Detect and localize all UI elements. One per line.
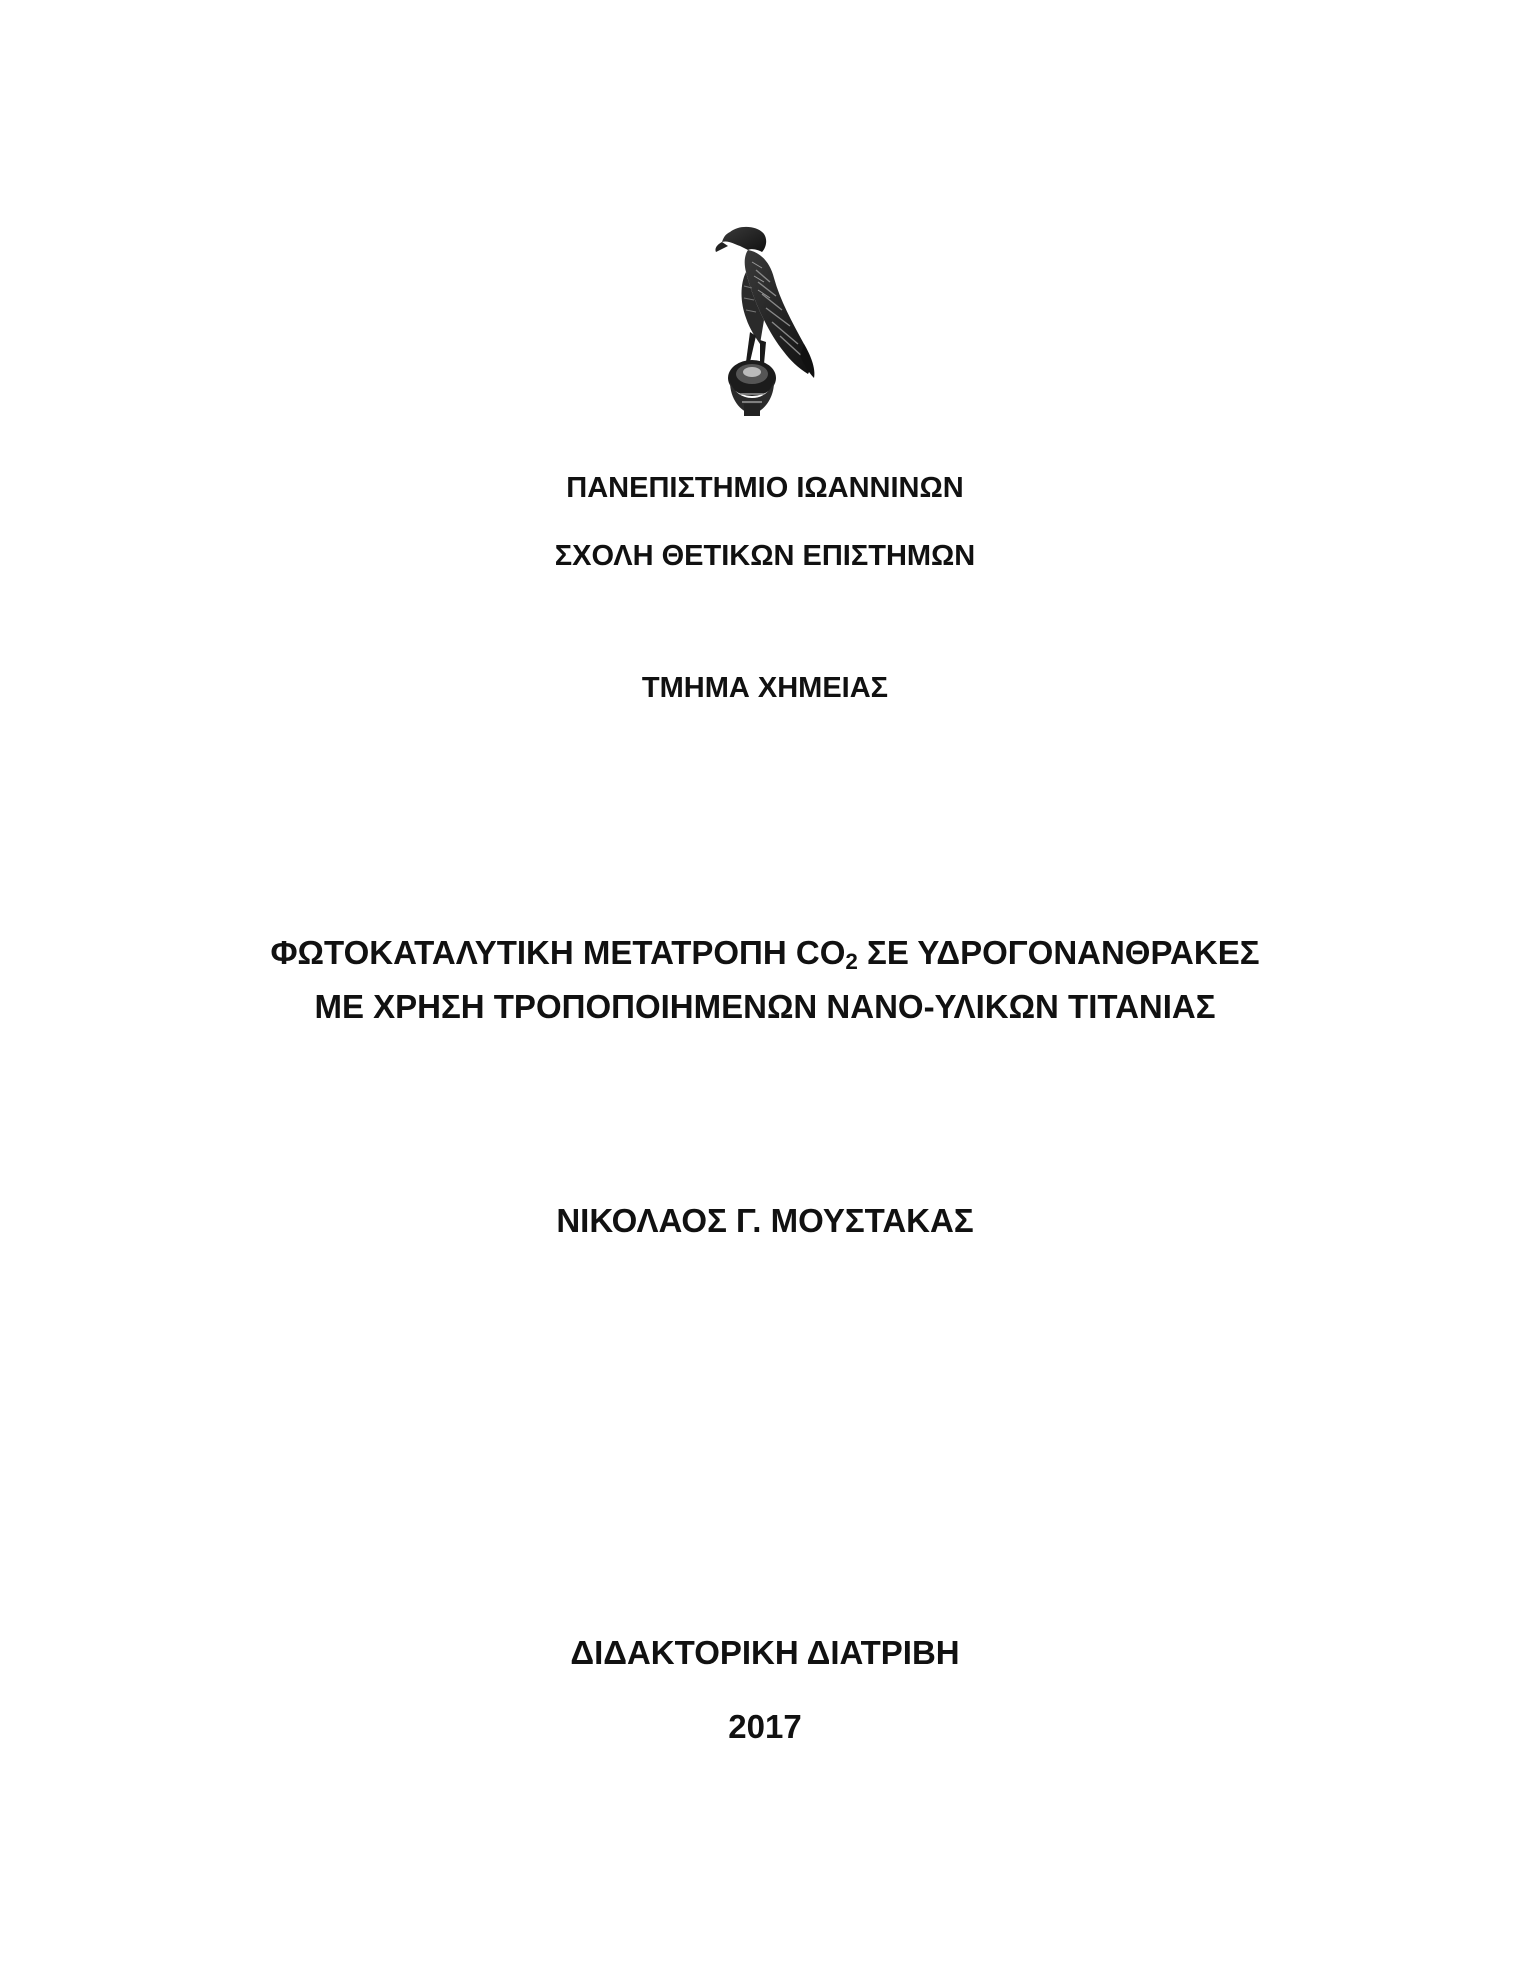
- title-text: ΦΩΤΟΚΑΤΑΛΥΤΙΚΗ ΜΕΤΑΤΡΟΠΗ CO: [270, 934, 846, 971]
- thesis-title-line-1: [0, 934, 1530, 972]
- title-subscript: 2: [845, 948, 858, 974]
- eagle-emblem-icon: [700, 222, 820, 422]
- document-type: ΔΙΔΑΚΤΟΡΙΚΗ ΔΙΑΤΡΙΒΗ: [570, 1634, 960, 1671]
- school-name: ΣΧΟΛΗ ΘΕΤΙΚΩΝ ΕΠΙΣΤΗΜΩΝ: [554, 540, 976, 572]
- title-text: ΣΕ ΥΔΡΟΓΟΝΑΝΘΡΑΚΕΣ: [857, 934, 1260, 971]
- university-name: ΠΑΝΕΠΙΣΤΗΜΙΟ ΙΩΑΝΝΙΝΩΝ: [566, 472, 964, 504]
- thesis-title-line-2: ΜΕ ΧΡΗΣΗ ΤΡΟΠΟΠΟΙΗΜΕΝΩΝ ΝΑΝΟ-ΥΛΙΚΩΝ ΤΙΤΑΝΙΑΣ: [314, 988, 1216, 1025]
- publication-year: 2017: [728, 1708, 802, 1745]
- department-name: ΤΜΗΜΑ ΧΗΜΕΙΑΣ: [641, 672, 889, 704]
- author-name: ΝΙΚΟΛΑΟΣ Γ. ΜΟΥΣΤΑΚΑΣ: [556, 1202, 974, 1239]
